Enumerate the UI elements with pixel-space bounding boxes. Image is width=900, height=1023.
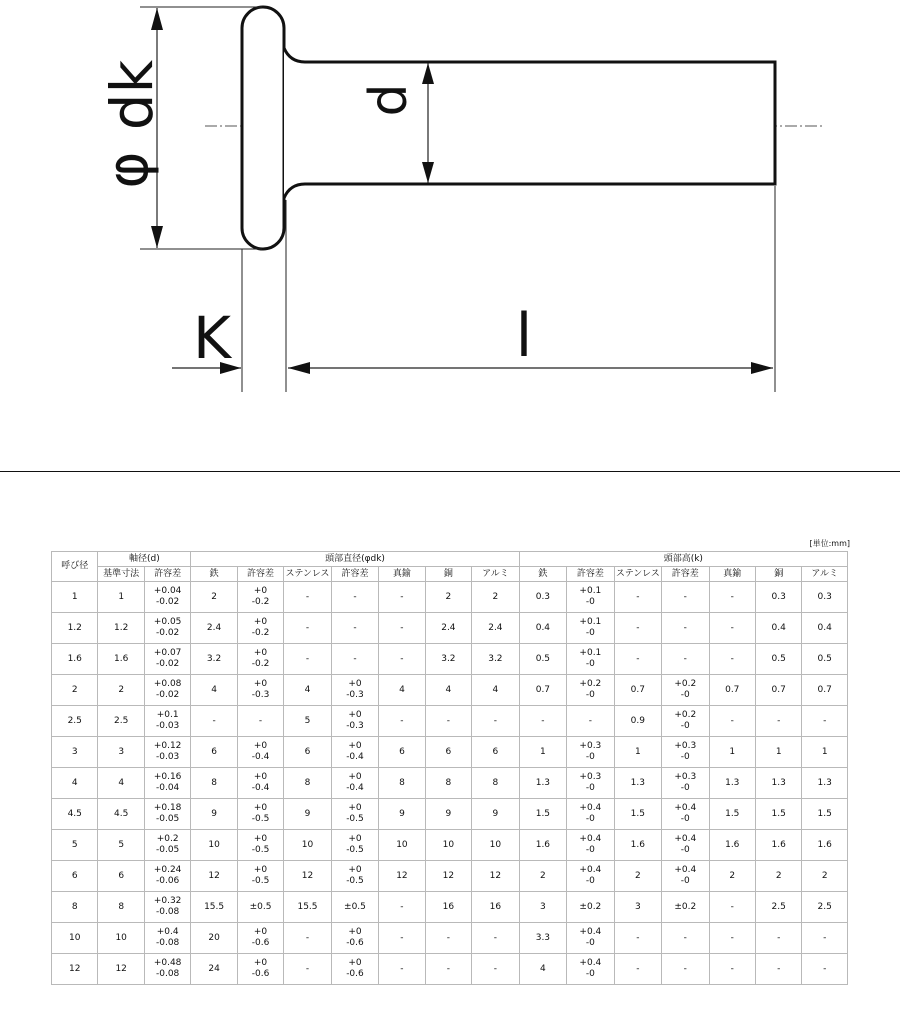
table-cell: - [379, 923, 425, 954]
table-cell: 1.3 [802, 768, 848, 799]
table-cell: +0 -0.6 [237, 923, 283, 954]
table-cell: 2.4 [191, 613, 237, 644]
table-cell: 4.5 [52, 799, 98, 830]
table-cell: +0.1 -0 [567, 582, 614, 613]
table-cell: +0 -0.3 [331, 706, 378, 737]
sub-header-cell: 許容差 [237, 567, 283, 582]
table-cell: 8 [472, 768, 520, 799]
sub-header-cell: 銅 [755, 567, 801, 582]
table-cell: 4 [425, 675, 471, 706]
sub-header-cell: アルミ [802, 567, 848, 582]
table-cell: 1.6 [709, 830, 755, 861]
table-cell: 5 [98, 830, 144, 861]
table-cell: 1.6 [519, 830, 566, 861]
unit-note: [単位:mm] [809, 539, 850, 548]
table-cell: +0.4 -0 [567, 954, 614, 985]
sub-header-cell: 許容差 [662, 567, 709, 582]
sub-header-row [52, 567, 848, 582]
table-cell: 2 [52, 675, 98, 706]
table-cell: +0.4 -0 [567, 861, 614, 892]
table-cell: - [331, 613, 378, 644]
table-cell: 6 [52, 861, 98, 892]
table-cell: 12 [425, 861, 471, 892]
header-head-height: 頭部高(k) [519, 552, 847, 567]
table-cell: 1 [802, 737, 848, 768]
table-row [52, 892, 848, 923]
table-cell: 1.2 [98, 613, 144, 644]
table-cell: +0.3 -0 [567, 768, 614, 799]
table-cell: 0.3 [802, 582, 848, 613]
table-cell: 8 [191, 768, 237, 799]
table-cell: 1.3 [614, 768, 661, 799]
table-cell: 9 [284, 799, 331, 830]
table-cell: 0.9 [614, 706, 661, 737]
table-cell: - [662, 582, 709, 613]
table-cell: 3.2 [425, 644, 471, 675]
table-cell: - [284, 644, 331, 675]
table-cell: 8 [379, 768, 425, 799]
table-cell: 10 [379, 830, 425, 861]
table-cell: 1 [98, 582, 144, 613]
table-body [52, 582, 848, 985]
table-cell: - [662, 644, 709, 675]
table-cell: 9 [379, 799, 425, 830]
sub-header-cell: 許容差 [567, 567, 614, 582]
table-cell: +0.32 -0.08 [144, 892, 190, 923]
table-cell: +0.04 -0.02 [144, 582, 190, 613]
table-cell: - [614, 613, 661, 644]
table-cell: ±0.5 [331, 892, 378, 923]
l-label: l [515, 301, 533, 371]
table-cell: 1 [614, 737, 661, 768]
l-arrow-right [751, 362, 773, 374]
table-cell: - [284, 954, 331, 985]
table-cell: 4 [52, 768, 98, 799]
table-cell: 6 [191, 737, 237, 768]
table-cell: 0.5 [519, 644, 566, 675]
table-cell: 1.3 [709, 768, 755, 799]
table-cell: +0.4 -0 [567, 830, 614, 861]
table-cell: - [709, 954, 755, 985]
table-cell: - [567, 706, 614, 737]
table-cell: 12 [284, 861, 331, 892]
table-cell: 10 [191, 830, 237, 861]
sub-header-cell: 許容差 [331, 567, 378, 582]
table-cell: +0.3 -0 [662, 768, 709, 799]
table-row [52, 923, 848, 954]
table-cell: ±0.2 [567, 892, 614, 923]
table-cell: 24 [191, 954, 237, 985]
table-cell: +0.05 -0.02 [144, 613, 190, 644]
table-cell: 5 [52, 830, 98, 861]
table-cell: 3.2 [472, 644, 520, 675]
table-cell: 15.5 [191, 892, 237, 923]
table-cell: 0.3 [755, 582, 801, 613]
table-cell: - [379, 706, 425, 737]
table-cell: - [802, 706, 848, 737]
table-cell: 1.6 [52, 644, 98, 675]
table-cell: 0.3 [519, 582, 566, 613]
table-row [52, 675, 848, 706]
table-cell: 3 [98, 737, 144, 768]
table-cell: - [755, 954, 801, 985]
table-cell: +0 -0.4 [331, 737, 378, 768]
rivet-shaft [284, 48, 775, 198]
table-cell: - [284, 923, 331, 954]
rivet-spec-table [51, 551, 848, 985]
sub-header-cell: アルミ [472, 567, 520, 582]
table-cell: 2 [755, 861, 801, 892]
table-cell: +0 -0.6 [331, 923, 378, 954]
d-label: d [359, 83, 419, 117]
header-shaft: 軸径(d) [98, 552, 191, 567]
table-cell: 0.7 [614, 675, 661, 706]
table-cell: 6 [425, 737, 471, 768]
table-cell: +0.1 -0.03 [144, 706, 190, 737]
table-row [52, 768, 848, 799]
table-cell: +0.07 -0.02 [144, 644, 190, 675]
table-cell: +0.24 -0.06 [144, 861, 190, 892]
table-cell: - [662, 923, 709, 954]
sub-header-cell: 銅 [425, 567, 471, 582]
table-cell: 9 [425, 799, 471, 830]
table-cell: +0.1 -0 [567, 613, 614, 644]
table-cell: +0.12 -0.03 [144, 737, 190, 768]
table-cell: 0.7 [709, 675, 755, 706]
table-cell: 4 [519, 954, 566, 985]
table-cell: - [284, 582, 331, 613]
table-cell: - [709, 644, 755, 675]
table-cell: +0.16 -0.04 [144, 768, 190, 799]
table-cell: +0.4 -0 [662, 799, 709, 830]
table-cell: 6 [379, 737, 425, 768]
table-cell: - [379, 613, 425, 644]
table-cell: - [379, 954, 425, 985]
table-cell: 12 [98, 954, 144, 985]
table-cell: +0 -0.5 [331, 861, 378, 892]
dk-arrow-top [151, 8, 163, 30]
table-cell: +0 -0.5 [237, 861, 283, 892]
table-cell: 2.4 [425, 613, 471, 644]
table-cell: - [472, 706, 520, 737]
table-cell: +0 -0.6 [237, 954, 283, 985]
table-cell: - [662, 954, 709, 985]
table-cell: +0.18 -0.05 [144, 799, 190, 830]
table-cell: 2 [614, 861, 661, 892]
table-cell: - [709, 706, 755, 737]
table-cell: 5 [284, 706, 331, 737]
sub-header-cell: 基準寸法 [98, 567, 144, 582]
table-cell: 2.5 [755, 892, 801, 923]
table-cell: +0 -0.3 [237, 675, 283, 706]
table-cell: +0.1 -0 [567, 644, 614, 675]
table-cell: +0.4 -0.08 [144, 923, 190, 954]
sub-header-cell: 鉄 [519, 567, 566, 582]
table-cell: +0 -0.5 [331, 799, 378, 830]
table-row [52, 706, 848, 737]
table-cell: 4 [284, 675, 331, 706]
table-cell: - [709, 613, 755, 644]
table-cell: +0.2 -0.05 [144, 830, 190, 861]
table-cell: 3.2 [191, 644, 237, 675]
sub-header-cell: 許容差 [144, 567, 190, 582]
table-row [52, 582, 848, 613]
table-cell: - [709, 923, 755, 954]
sub-header-cell: ステンレス [284, 567, 331, 582]
table-cell: - [379, 644, 425, 675]
table-cell: 4 [379, 675, 425, 706]
table-cell: 10 [98, 923, 144, 954]
table-cell: 1.2 [52, 613, 98, 644]
table-cell: 12 [472, 861, 520, 892]
table-cell: - [284, 613, 331, 644]
table-cell: 4 [472, 675, 520, 706]
table-cell: 1.5 [709, 799, 755, 830]
table-cell: - [191, 706, 237, 737]
rivet-dimension-drawing [0, 0, 900, 400]
table-cell: - [519, 706, 566, 737]
table-cell: +0 -0.2 [237, 582, 283, 613]
table-cell: 4 [98, 768, 144, 799]
table-cell: 15.5 [284, 892, 331, 923]
table-cell: 4 [191, 675, 237, 706]
table-row [52, 799, 848, 830]
sub-header-cell: ステンレス [614, 567, 661, 582]
table-cell: - [425, 954, 471, 985]
table-cell: 6 [472, 737, 520, 768]
table-cell: 1.5 [614, 799, 661, 830]
table-cell: +0 -0.4 [237, 737, 283, 768]
table-cell: 0.4 [755, 613, 801, 644]
table-cell: +0.3 -0 [567, 737, 614, 768]
table-row [52, 613, 848, 644]
table-row [52, 737, 848, 768]
table-cell: +0.48 -0.08 [144, 954, 190, 985]
table-cell: 12 [52, 954, 98, 985]
table-cell: - [755, 923, 801, 954]
table-cell: +0.08 -0.02 [144, 675, 190, 706]
sub-header-cell: 真鍮 [709, 567, 755, 582]
table-cell: 3 [519, 892, 566, 923]
table-cell: 1 [52, 582, 98, 613]
table-cell: 9 [191, 799, 237, 830]
table-cell: +0 -0.5 [237, 830, 283, 861]
phi-symbol-label: φ [96, 151, 161, 189]
table-cell: +0.3 -0 [662, 737, 709, 768]
table-cell: 10 [425, 830, 471, 861]
table-cell: 9 [472, 799, 520, 830]
table-cell: 8 [425, 768, 471, 799]
table-cell: - [237, 706, 283, 737]
table-cell: 0.4 [802, 613, 848, 644]
section-divider [0, 471, 900, 472]
sub-header-cell: 真鍮 [379, 567, 425, 582]
table-cell: +0.2 -0 [662, 675, 709, 706]
table-cell: - [755, 706, 801, 737]
table-cell: 2 [191, 582, 237, 613]
table-cell: 1.5 [802, 799, 848, 830]
table-cell: +0 -0.5 [331, 830, 378, 861]
table-cell: +0 -0.4 [237, 768, 283, 799]
table-cell: - [614, 582, 661, 613]
table-cell: 10 [284, 830, 331, 861]
table-cell: 1.5 [519, 799, 566, 830]
table-cell: 8 [52, 892, 98, 923]
table-cell: - [802, 923, 848, 954]
table-cell: 0.7 [802, 675, 848, 706]
table-cell: 1 [709, 737, 755, 768]
table-cell: - [472, 923, 520, 954]
table-cell: - [379, 892, 425, 923]
table-cell: +0.4 -0 [662, 830, 709, 861]
table-cell: 2.5 [52, 706, 98, 737]
table-cell: 12 [191, 861, 237, 892]
table-row [52, 861, 848, 892]
header-head-diameter: 頭部直径(φdk) [191, 552, 519, 567]
table-cell: 2 [472, 582, 520, 613]
table-cell: ±0.5 [237, 892, 283, 923]
table-cell: - [472, 954, 520, 985]
table-cell: 20 [191, 923, 237, 954]
table-cell: - [425, 706, 471, 737]
table-cell: 1 [519, 737, 566, 768]
dk-label: dk [98, 59, 166, 131]
table-cell: 0.5 [755, 644, 801, 675]
table-row [52, 954, 848, 985]
table-cell: 0.7 [755, 675, 801, 706]
table-cell: +0.2 -0 [662, 706, 709, 737]
rivet-head [242, 7, 284, 249]
table-cell: 2 [425, 582, 471, 613]
table-cell: +0.4 -0 [662, 861, 709, 892]
table-cell: - [425, 923, 471, 954]
table-cell: 3.3 [519, 923, 566, 954]
table-cell: 6 [98, 861, 144, 892]
table-cell: - [331, 582, 378, 613]
table-cell: 3 [614, 892, 661, 923]
table-cell: 2 [709, 861, 755, 892]
table-cell: +0.4 -0 [567, 799, 614, 830]
table-cell: 6 [284, 737, 331, 768]
table-cell: +0.4 -0 [567, 923, 614, 954]
table-cell: 0.5 [802, 644, 848, 675]
table-cell: - [331, 644, 378, 675]
table-cell: - [614, 923, 661, 954]
table-cell: +0 -0.6 [331, 954, 378, 985]
table-cell: 0.7 [519, 675, 566, 706]
table-cell: 1.5 [755, 799, 801, 830]
table-cell: 10 [52, 923, 98, 954]
table-cell: +0 -0.2 [237, 644, 283, 675]
table-cell: 2.5 [802, 892, 848, 923]
table-cell: 1 [755, 737, 801, 768]
table-cell: 16 [472, 892, 520, 923]
table-cell: +0 -0.2 [237, 613, 283, 644]
table-cell: 1.3 [519, 768, 566, 799]
table-cell: 2 [802, 861, 848, 892]
table-cell: 2 [519, 861, 566, 892]
table-cell: 12 [379, 861, 425, 892]
table-cell: +0 -0.4 [331, 768, 378, 799]
table-cell: 10 [472, 830, 520, 861]
table-cell: 2.5 [98, 706, 144, 737]
table-cell: - [709, 892, 755, 923]
table-cell: 3 [52, 737, 98, 768]
table-cell: 0.4 [519, 613, 566, 644]
table-cell: 1.6 [802, 830, 848, 861]
table-cell: - [614, 644, 661, 675]
dk-arrow-bottom [151, 226, 163, 248]
table-cell: 16 [425, 892, 471, 923]
table-cell: - [379, 582, 425, 613]
table-cell: - [614, 954, 661, 985]
table-cell: +0 -0.3 [331, 675, 378, 706]
l-arrow-left [288, 362, 310, 374]
table-cell: - [802, 954, 848, 985]
table-cell: 1.6 [755, 830, 801, 861]
table-cell: 1.6 [98, 644, 144, 675]
table-cell: - [662, 613, 709, 644]
table-cell: 1.3 [755, 768, 801, 799]
table-row [52, 644, 848, 675]
table-cell: 2 [98, 675, 144, 706]
table-cell: 2.4 [472, 613, 520, 644]
header-nominal: 呼び径 [52, 552, 98, 582]
table-cell: 1.6 [614, 830, 661, 861]
sub-header-cell: 鉄 [191, 567, 237, 582]
table-row [52, 830, 848, 861]
table-cell: +0 -0.5 [237, 799, 283, 830]
table-cell: ±0.2 [662, 892, 709, 923]
k-label: K [192, 304, 232, 372]
table-cell: 4.5 [98, 799, 144, 830]
table-cell: - [709, 582, 755, 613]
table-cell: 8 [284, 768, 331, 799]
table-cell: +0.2 -0 [567, 675, 614, 706]
table-cell: 8 [98, 892, 144, 923]
